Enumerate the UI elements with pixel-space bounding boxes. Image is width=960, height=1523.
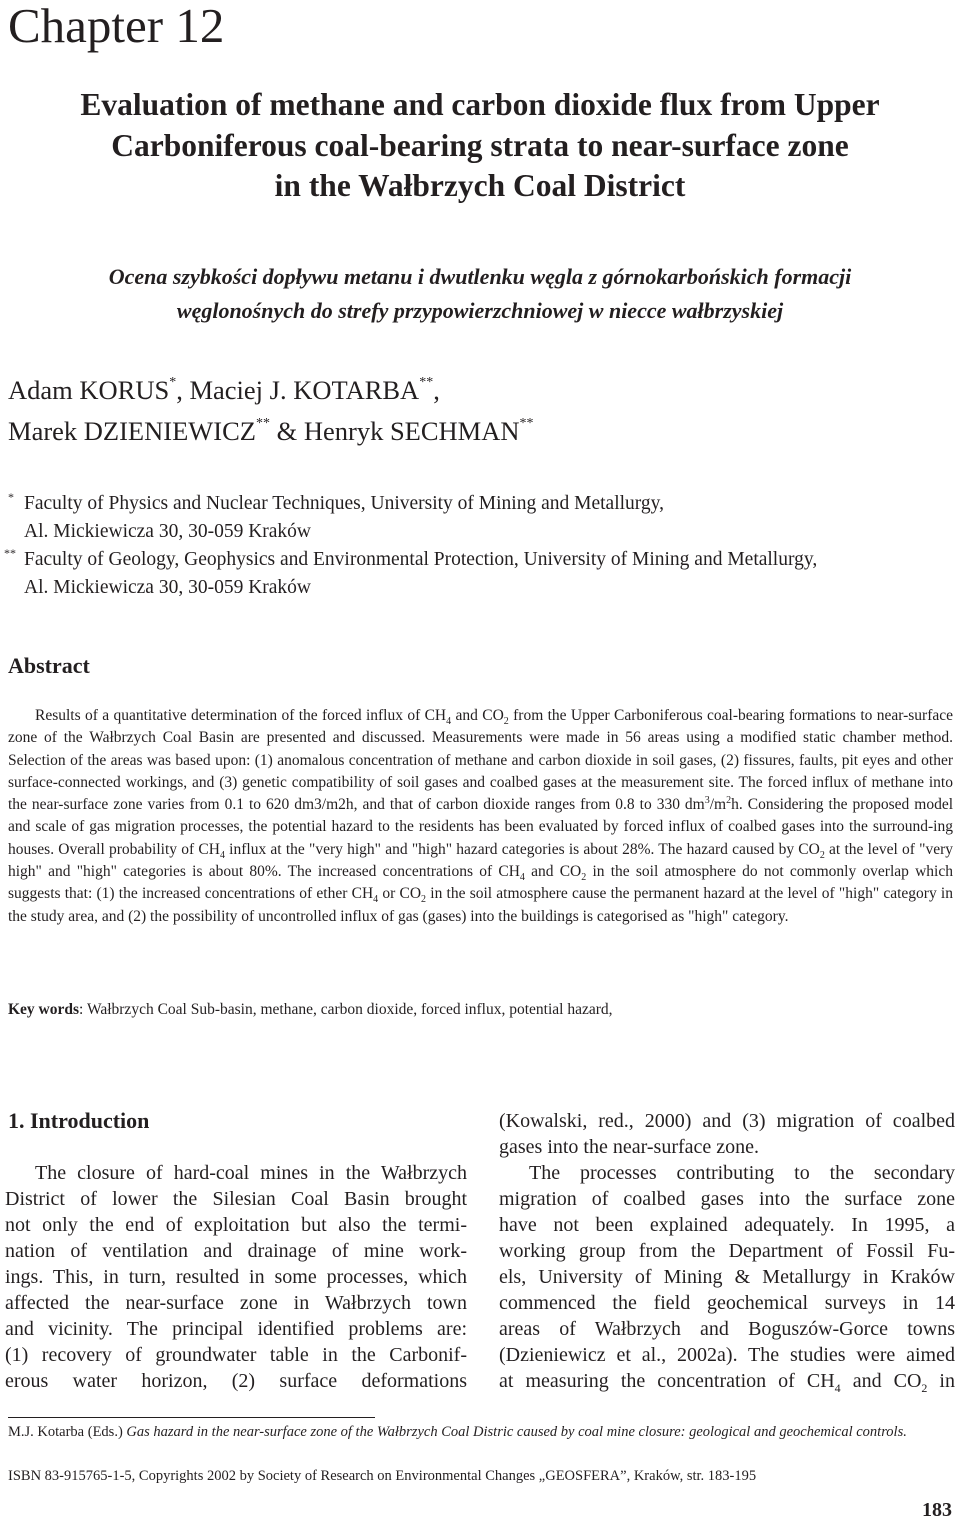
text-line: areas of Wałbrzych and Boguszów-Gorce towns [499,1318,955,1340]
text-line: have not been explained adequately. In 1995, a [499,1214,955,1236]
author-name: , Maciej J. KOTARBA [176,375,420,405]
affiliation-line: Al. Mickiewicza 30, 30-059 Kraków [24,577,312,598]
chapter-heading: Chapter 12 [8,0,225,53]
footnote-editor: M.J. Kotarba (Eds.) [8,1424,127,1440]
isbn-line: ISBN 83-915765-1-5, Copyrights 2002 by Society of Research on Environmental Changes „GEOSFERA”, Kraków, str. 183-195 [8,1468,757,1484]
text-line: The processes contributing to the secondary [529,1162,955,1184]
text-line: The closure of hard-coal mines in the Wałbrzych [35,1162,467,1184]
text-line: ings. This, in turn, resulted in some processes, which [5,1266,467,1288]
footnote [8,1422,958,1442]
author-line [8,411,534,452]
affiliation-marker: ** [4,546,16,560]
text-line: and vicinity. The principal identified problems are: [5,1318,467,1340]
text-line: erous water horizon, (2) surface deformations [5,1370,467,1392]
text-line: (Kowalski, red., 2000) and (3) migration of coalbed [499,1110,955,1132]
keywords-label: Key words [8,1001,80,1018]
paper-subtitle-polish [0,260,960,328]
affiliation-line: Faculty of Physics and Nuclear Techniques, University of Mining and Metallurgy, [24,493,665,514]
author-name: Marek DZIENIEWICZ [8,416,256,446]
text-line: affected the near-surface zone in Wałbrzych town [5,1292,467,1314]
title-line: Evaluation of methane and carbon dioxide flux from Upper [80,87,880,122]
left-column [5,1160,467,1394]
author-name: Adam KORUS [8,375,170,405]
footnote-book-title: Gas hazard in the near-surface zone of the Wałbrzych Coal Distric caused by coal mine closure: geological and geochemical controls. [126,1424,907,1440]
affiliation-marker: ** [419,375,434,390]
author-line [8,370,534,411]
page-number: 183 [922,1499,952,1521]
footnote-divider [8,1417,375,1418]
affiliation-line: Al. Mickiewicza 30, 30-059 Kraków [24,521,312,542]
text-line: at measuring the concentration of $CH_4$ and $CO_2$ in [499,1370,955,1395]
author-list [8,370,534,452]
subtitle-line: Ocena szybkości dopływu metanu i dwutlenku węgla z górnokarbońskich formacji [108,264,852,289]
title-line: Carboniferous coal-bearing strata to near-surface zone [111,127,849,163]
abstract-body [8,705,953,928]
affiliation-2 [4,546,818,602]
text-line: migration of coalbed gases into the surface zone [499,1188,955,1210]
author-name: & Henryk SECHMAN [269,416,520,446]
section-heading-introduction: 1. Introduction [8,1108,150,1133]
affiliation-1 [8,490,665,546]
text-line: working group from the Department of Fossil Fu- [499,1240,955,1262]
affiliation-marker: * [8,490,14,504]
keywords [8,999,613,1021]
subtitle-line: węglonośnych do strefy przypowierzchniowej w niecce wałbrzyskiej [176,298,784,323]
text-line: gases into the near-surface zone. [499,1136,760,1158]
text-line: (1) recovery of groundwater table in the Carbonif- [5,1344,467,1366]
abstract-heading: Abstract [8,653,90,678]
text-line: District of lower the Silesian Coal Basin brought [5,1188,467,1210]
affiliation-marker: * [169,375,177,390]
affiliation-line: Faculty of Geology, Geophysics and Environmental Protection, University of Mining and Metallurgy, [24,549,818,570]
text-line: not only the end of exploitation but also the termi- [5,1214,467,1236]
abstract-paragraph: Results of a quantitative determination of the forced influx of $CH_4$ and $CO_2$ from the Upper Carboniferous coal-bearing formations to near-surface zone of the Wałbrzych Coal Basin are presented and discussed. Measurements were made in 56 areas using a modified static chamber method. Selection of the areas was based upon: (1) anomalous concentration of methane and carbon dioxide in soil gases, (2) fissures, faults, pit eyes and other surface-connected workings, and (3) genetic compatibility of soil gases and coalbed gases at the measurement site. The forced influx of methane into the near-surface zone varies from 0.1 to 620 dm3/m2h, and that of carbon dioxide ranges from 0.8 to 330 $dm^3/m^2h$. Considering the proposed model and scale of gas migration processes, the potential hazard to the residents has been evaluated by forced influx of coalbed gases into the surround-ing houses. Overall probability of $CH_4$ influx at the "very high" and "high" hazard categories is about 28%. The hazard caused by $CO_2$ at the level of "very high" and "high" categories is about 80%. The increased concentrations of $CH_4$ and $CO_2$ in the soil atmosphere do not commonly overlap which suggests that: (1) the increased concentrations of ether $CH_4$ or $CO_2$ in the soil atmosphere cause the permanent hazard at the level of "high" category in the study area, and (2) the possibility of uncontrolled influx of gas (gases) into the buildings is categorised as "high" category. [8,707,954,925]
paper-title [0,85,960,207]
affiliation-marker: ** [255,416,270,431]
title-line: in the Wałbrzych Coal District [274,168,686,203]
text-line: els, University of Mining & Metallurgy in Kraków [499,1266,955,1288]
text-line: nation of ventilation and drainage of mine work- [5,1240,467,1262]
text-line: commenced the field geochemical surveys in 14 [499,1292,955,1314]
keywords-text: : Wałbrzych Coal Sub-basin, methane, carbon dioxide, forced influx, potential hazard, [79,1001,613,1018]
separator: , [433,375,440,405]
right-column [499,1108,955,1394]
text-line: (Dzieniewicz et al., 2002a). The studies were aimed [499,1344,955,1366]
affiliation-marker: ** [519,416,534,431]
